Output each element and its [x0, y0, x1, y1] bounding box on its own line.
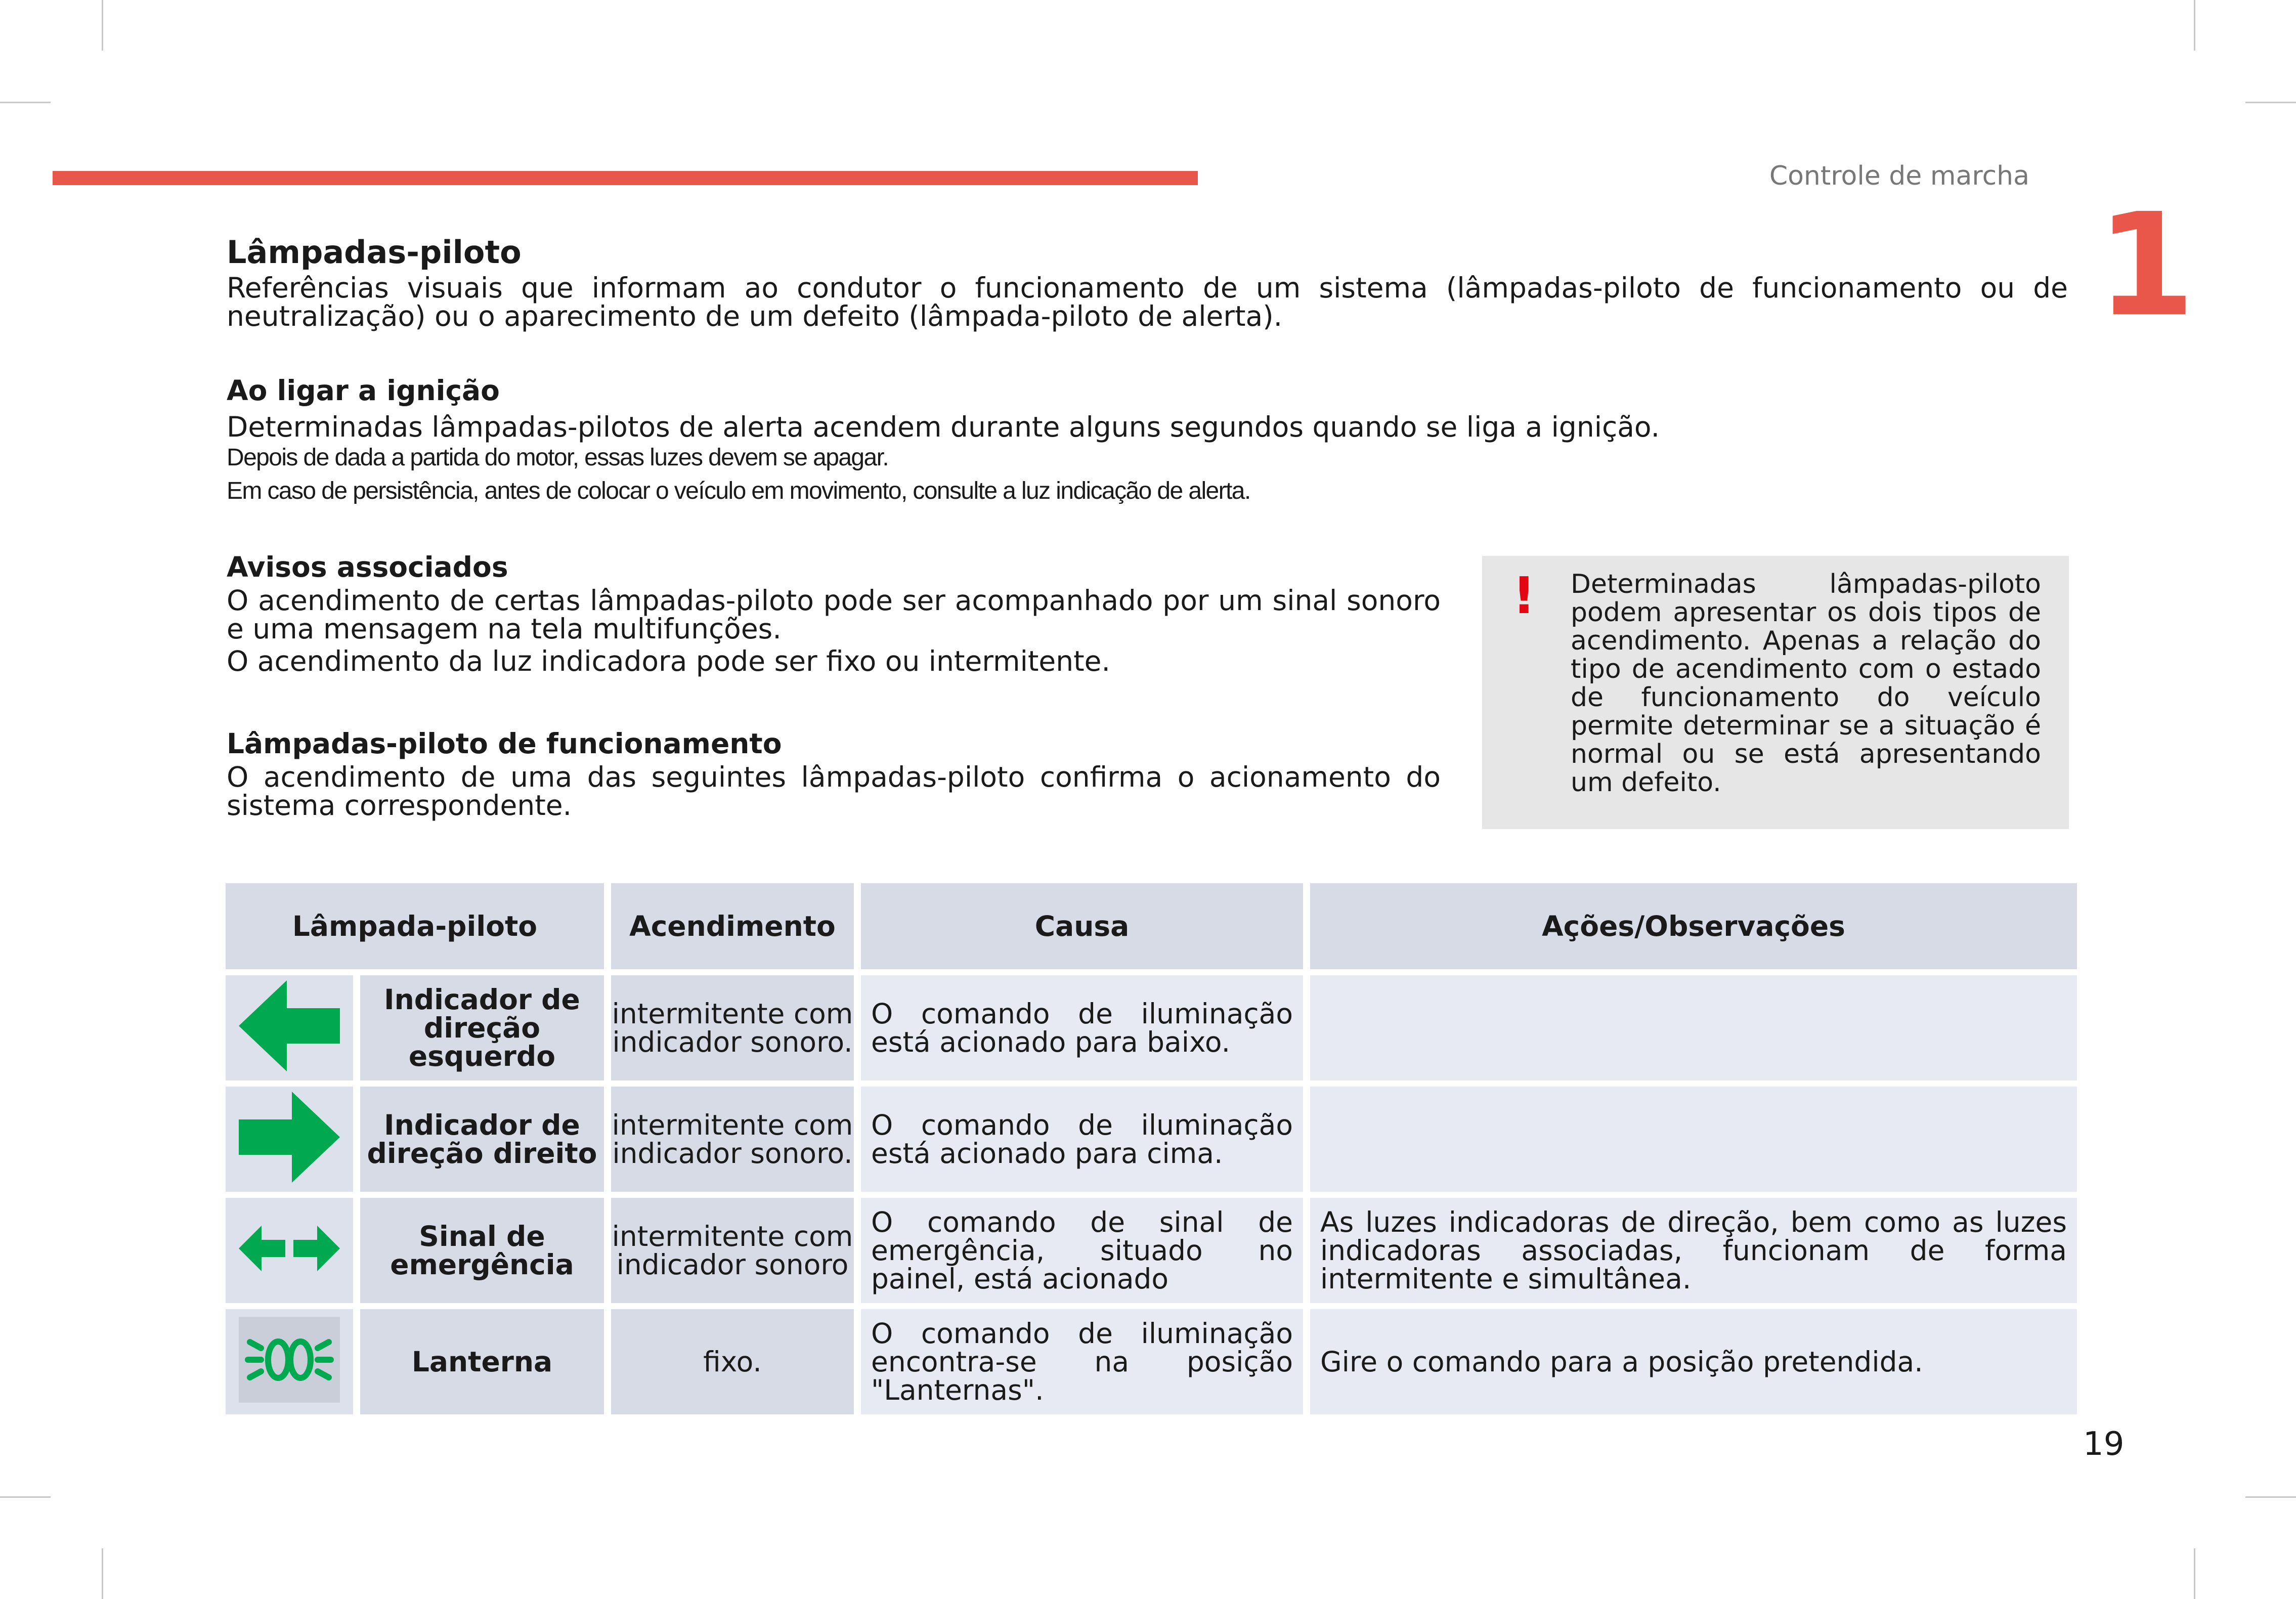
side-lights-icon — [226, 1309, 353, 1414]
lamp-lighting: intermitente com indicador sonoro. — [611, 975, 854, 1081]
lamp-cause: O comando de iluminação encontra-se na posição "Lanternas". — [861, 1309, 1303, 1414]
warnings-section — [227, 551, 1441, 675]
lamp-name: Sinal de emergência — [360, 1198, 604, 1303]
lamp-action: As luzes indicadoras de direção, bem como as luzes indicadoras associadas, funcionam de forma intermitente e simultânea. — [1310, 1198, 2077, 1303]
chapter-title: Controle de marcha — [1769, 161, 2029, 191]
table-header-row — [226, 883, 2077, 969]
lamp-lighting: intermitente com indicador sonoro — [611, 1198, 854, 1303]
table-row — [226, 1309, 2077, 1414]
lamp-lighting: fixo. — [611, 1309, 854, 1414]
column-header: Lâmpada-piloto — [226, 883, 604, 969]
warnings-title: Avisos associados — [227, 551, 508, 583]
lamp-lighting: intermitente com indicador sonoro. — [611, 1087, 854, 1192]
crop-mark — [2194, 1548, 2195, 1599]
chapter-number: 1 — [2097, 183, 2195, 348]
header-accent-bar — [53, 171, 1198, 185]
ignition-section — [227, 374, 2068, 508]
crop-mark — [102, 0, 103, 51]
lamp-action — [1310, 975, 2077, 1081]
table-row — [226, 975, 2077, 1081]
ignition-title: Ao ligar a ignição — [227, 374, 500, 407]
lamp-name: Indicador de direção esquerdo — [360, 975, 604, 1081]
lamp-cause: O comando de sinal de emergência, situado no painel, está acionado — [861, 1198, 1303, 1303]
operation-text: O acendimento de uma das seguintes lâmpadas-piloto confirma o acionamento do sistema correspondente. — [227, 761, 1441, 822]
column-header: Ações/Observações — [1310, 883, 2077, 969]
warnings-text: O acendimento de certas lâmpadas-piloto pode ser acompanhado por um sinal sonoro e uma mensagem na tela multifunções. — [227, 584, 1441, 645]
ignition-note: Em caso de persistência, antes de colocar o veículo em movimento, consulte a luz indicação de alerta. — [227, 478, 1250, 504]
column-header: Acendimento — [611, 883, 854, 969]
operation-section — [227, 727, 1441, 822]
section-title: Lâmpadas-piloto — [227, 234, 522, 271]
ignition-text: Determinadas lâmpadas-pilotos de alerta acendem durante alguns segundos quando se liga a ignição. — [227, 411, 1660, 443]
warning-exclamation-icon: ! — [1512, 566, 1536, 625]
table-row — [226, 1198, 2077, 1303]
hazard-arrows-icon — [226, 1198, 353, 1303]
intro-text: Referências visuais que informam ao condutor o funcionamento de um sistema (lâmpadas-piloto de funcionamento ou de neutralização) ou o aparecimento de um defeito (lâmpada-piloto de alerta). — [227, 272, 2068, 332]
intro-section — [227, 234, 2068, 330]
ignition-note: Depois de dada a partida do motor, essas luzes devem se apagar. — [227, 444, 889, 471]
lamp-cause: O comando de iluminação está acionado para baixo. — [861, 975, 1303, 1081]
crop-mark — [2245, 102, 2296, 103]
operation-title: Lâmpadas-piloto de funcionamento — [227, 727, 782, 760]
indicator-lamps-table — [219, 877, 2084, 1420]
warnings-text: O acendimento da luz indicadora pode ser fixo ou intermitente. — [227, 645, 1111, 677]
crop-mark — [2245, 1496, 2296, 1498]
lamp-name: Indicador de direção direito — [360, 1087, 604, 1192]
right-arrow-icon — [226, 1087, 353, 1192]
lamp-cause: O comando de iluminação está acionado para cima. — [861, 1087, 1303, 1192]
lamp-action: Gire o comando para a posição pretendida. — [1310, 1309, 2077, 1414]
crop-mark — [102, 1548, 103, 1599]
left-arrow-icon — [226, 975, 353, 1081]
column-header: Causa — [861, 883, 1303, 969]
warning-note-box — [1482, 556, 2069, 829]
lamp-name: Lanterna — [360, 1309, 604, 1414]
table-row — [226, 1087, 2077, 1192]
crop-mark — [2194, 0, 2195, 51]
crop-mark — [0, 102, 51, 103]
crop-mark — [0, 1496, 51, 1498]
lamp-action — [1310, 1087, 2077, 1192]
warning-note-text: Determinadas lâmpadas-piloto podem apresentar os dois tipos de acendimento. Apenas a relação do tipo de acendimento com o estado de funcionamento do veículo permite determinar se a situação é normal ou se está apresentando um defeito. — [1571, 569, 2041, 798]
page-number: 19 — [2083, 1425, 2125, 1463]
